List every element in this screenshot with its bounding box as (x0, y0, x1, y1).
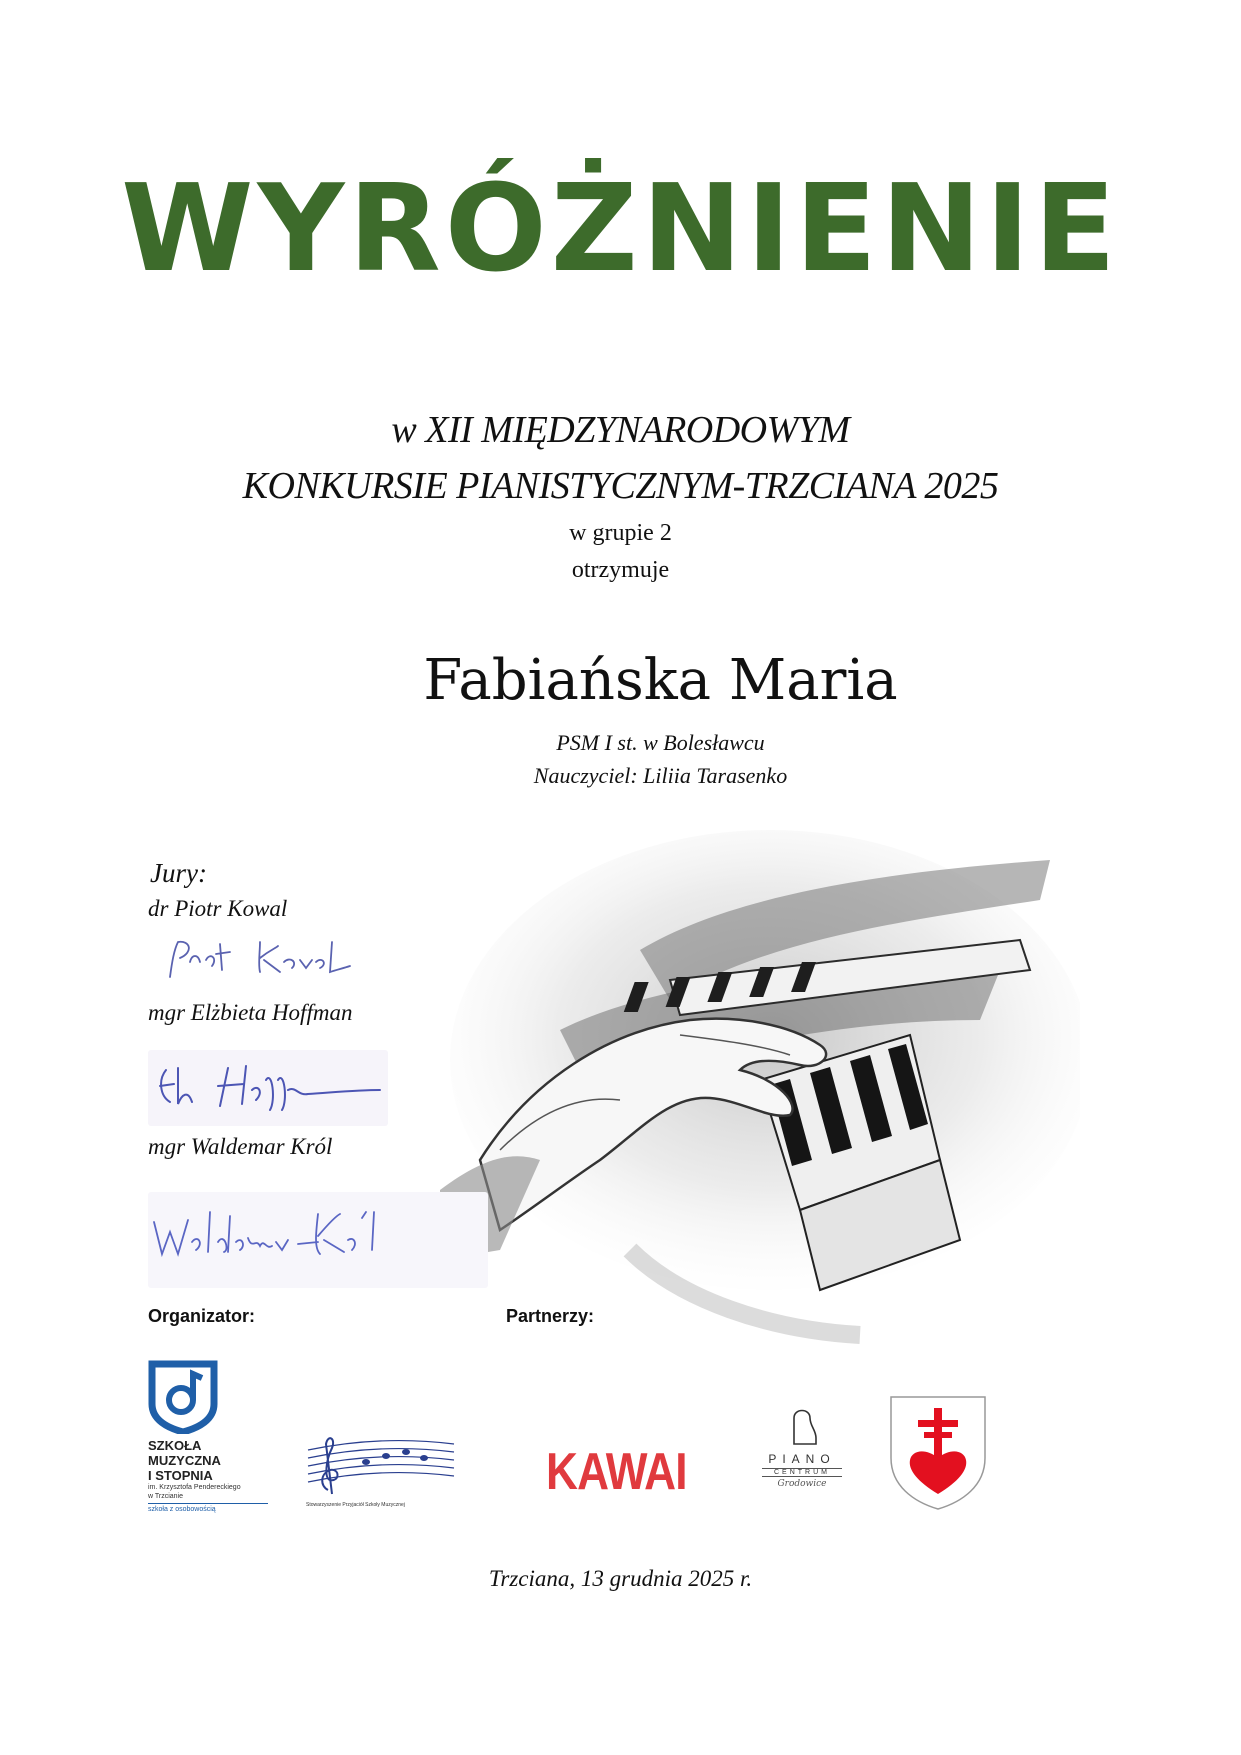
jury-member-1: dr Piotr Kowal (148, 896, 288, 921)
jury-member-2-signature (148, 1050, 388, 1126)
receives-label: otrzymuje (571, 557, 670, 583)
jury-member-1-signature (160, 932, 360, 992)
music-society-caption: Stowarzyszenie Przyjaciół Szkoły Muzycznej (306, 1502, 405, 1508)
piano-centrum-logo (752, 1404, 852, 1489)
treble-clef-staff-icon (306, 1430, 456, 1496)
certificate-date: Trzciana, 13 grudnia 2025 r. (488, 1566, 753, 1591)
recipient-name: Fabiańska Maria (423, 648, 898, 713)
piano-hands-illustration (440, 830, 1080, 1360)
organizer-label: Organizator: (148, 1306, 256, 1326)
recipient-school: PSM I st. w Bolesławcu (556, 730, 765, 755)
jury-member-3: mgr Waldemar Król (148, 1134, 333, 1159)
competition-line-2: KONKURSIE PIANISTYCZNYM-TRZCIANA 2025 (242, 465, 999, 507)
school-shield-icon (148, 1360, 218, 1434)
grand-piano-outline-icon (782, 1404, 822, 1448)
piano-centrum-line-2: CENTRUM (762, 1468, 842, 1477)
competition-line-1: w XII MIĘDZYNARODOWYM (391, 409, 850, 451)
school-logo-line-2: MUZYCZNA (148, 1453, 221, 1468)
jury-title: Jury: (150, 858, 207, 888)
school-logo-line-4: im. Krzysztofa Pendereckiego (148, 1484, 241, 1491)
piano-centrum-line-3: Grodowice (777, 1479, 827, 1489)
jury-member-2-signature-box (148, 1050, 388, 1126)
jury-member-2: mgr Elżbieta Hoffman (148, 1000, 353, 1025)
certificate-title: WYRÓŻNIENIE (121, 160, 1120, 299)
school-logo (148, 1360, 268, 1520)
heart-cross-shield-icon (888, 1394, 988, 1512)
piano-centrum-line-1: PIANO (768, 1452, 836, 1466)
school-logo-line-1: SZKOŁA (148, 1438, 202, 1453)
kawai-logo: KAWAI (546, 1443, 687, 1501)
school-logo-line-5: w Trzcianie (148, 1493, 184, 1500)
partners-label: Partnerzy: (506, 1306, 595, 1326)
group-label: w grupie 2 (569, 520, 672, 546)
jury-member-3-signature (148, 1192, 488, 1288)
jury-member-3-signature-box (148, 1192, 488, 1288)
school-logo-tagline: szkoła z osobowością (148, 1503, 268, 1514)
recipient-teacher: Nauczyciel: Liliia Tarasenko (533, 763, 788, 788)
music-society-logo (306, 1430, 456, 1510)
school-logo-line-3: I STOPNIA (148, 1468, 213, 1483)
